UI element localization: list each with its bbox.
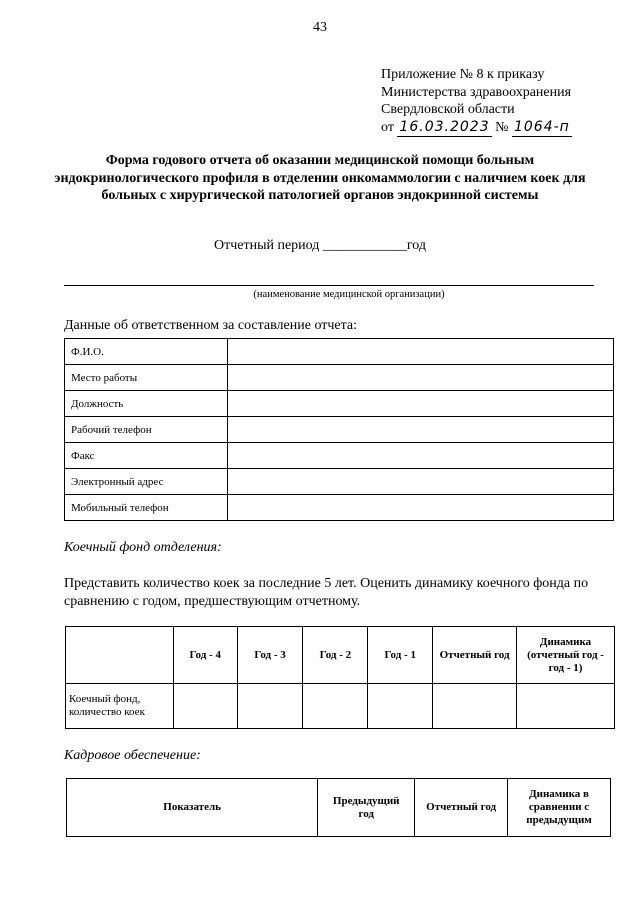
value-cell[interactable] (368, 684, 433, 729)
row-label: Электронный адрес (65, 469, 228, 495)
header-dynamics: Динамика в сравнении с предыдущим (508, 779, 611, 837)
table-header-row (66, 627, 615, 684)
header-reporting-year: Отчетный год (415, 779, 508, 837)
period-blank: ____________ (322, 238, 407, 253)
header-year-3: Год - 3 (237, 627, 303, 684)
appendix-line-1: Приложение № 8 к приказу (381, 67, 545, 82)
value-cell[interactable] (227, 391, 613, 417)
appendix-line-2: Министерства здравоохранения (381, 84, 572, 100)
bed-fund-heading: Коечный фонд отделения: (64, 540, 222, 555)
header-reporting-year: Отчетный год (433, 627, 517, 684)
bed-fund-instruction: Представить количество коек за последние 5 лет. Оценить динамику коечного фонда по сравнению с годом, предшествующим отчетному. (64, 576, 589, 609)
organization-name-line (64, 285, 594, 286)
value-cell[interactable] (227, 443, 613, 469)
appendix-order-line (381, 119, 572, 138)
value-cell[interactable] (227, 469, 613, 495)
reporting-period (0, 238, 640, 254)
header-year-2: Год - 2 (303, 627, 368, 684)
value-cell[interactable] (227, 339, 613, 365)
row-label: Рабочий телефон (65, 417, 228, 443)
header-dynamics: Динамика (отчетный год - год - 1) (517, 627, 615, 684)
table-row (65, 417, 614, 443)
table-row (65, 443, 614, 469)
value-cell[interactable] (303, 684, 368, 729)
appendix-header (381, 66, 572, 137)
staffing-heading: Кадровое обеспечение: (64, 748, 201, 763)
header-year-1: Год - 1 (368, 627, 433, 684)
order-date: 16.03.2023 (397, 119, 491, 138)
responsible-table (64, 338, 614, 521)
row-label: Должность (65, 391, 228, 417)
period-suffix: год (406, 238, 427, 253)
value-cell[interactable] (433, 684, 517, 729)
row-label: Место работы (65, 365, 228, 391)
row-label: Мобильный телефон (65, 495, 228, 521)
table-header-row (67, 779, 611, 837)
staffing-table (66, 778, 611, 837)
header-year-4: Год - 4 (173, 627, 237, 684)
responsible-heading: Данные об ответственном за составление отчета: (64, 318, 358, 333)
table-row (65, 339, 614, 365)
page-number: 43 (313, 20, 327, 35)
period-label: Отчетный период (213, 238, 320, 253)
number-label: № (495, 119, 509, 135)
header-previous-year: Предыдущий год (318, 779, 415, 837)
row-label: Коечный фонд, количество коек (66, 684, 174, 729)
organization-caption: (наименование медицинской организации) (253, 289, 445, 300)
table-row (65, 469, 614, 495)
table-row (66, 684, 615, 729)
appendix-line-3: Свердловской области (381, 102, 515, 117)
value-cell[interactable] (517, 684, 615, 729)
table-row (65, 391, 614, 417)
from-label: от (381, 119, 394, 135)
value-cell[interactable] (237, 684, 303, 729)
row-label: Факс (65, 443, 228, 469)
value-cell[interactable] (227, 417, 613, 443)
order-number: 1064-п (512, 119, 572, 138)
value-cell[interactable] (227, 495, 613, 521)
bed-fund-table (65, 626, 615, 729)
value-cell[interactable] (227, 365, 613, 391)
table-row (65, 365, 614, 391)
row-label: Ф.И.О. (65, 339, 228, 365)
header-indicator: Показатель (67, 779, 318, 837)
value-cell[interactable] (173, 684, 237, 729)
table-row (65, 495, 614, 521)
form-title: Форма годового отчета об оказании медицинской помощи больным эндокринологического профиля в отделении онкомаммологии с наличием коек для больных с хирургической патологией органов эндокринной системы (54, 153, 586, 203)
header-cell-empty (66, 627, 174, 684)
